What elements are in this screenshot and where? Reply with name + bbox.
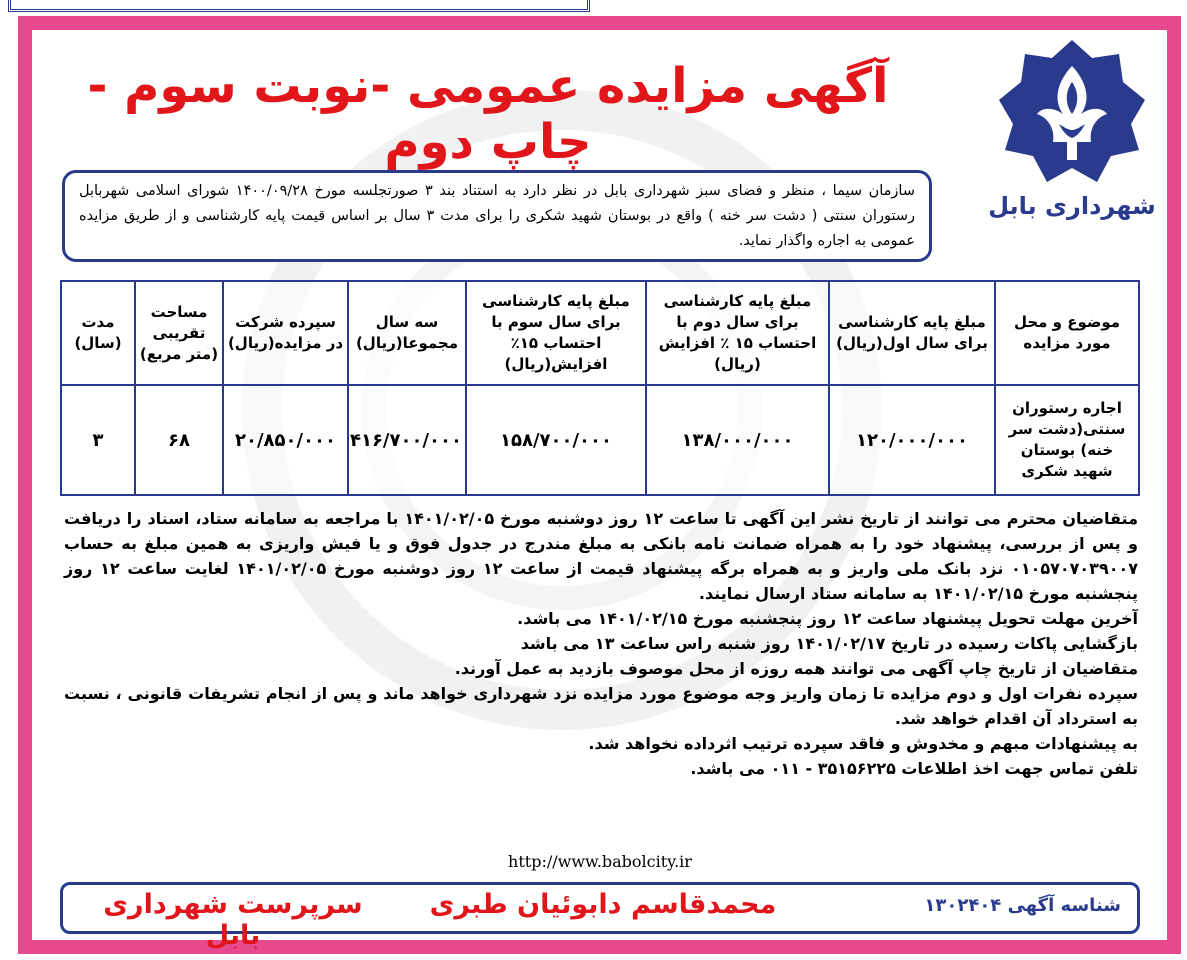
cell-year1-price: ۱۲۰/۰۰۰/۰۰۰ (829, 385, 995, 495)
signer-title: سرپرست شهرداری بابل (103, 889, 363, 951)
terms-paragraph: متقاضیان محترم می توانند از تاریخ نشر این آگهی تا ساعت ۱۲ روز دوشنبه مورخ ۱۴۰۱/۰۲/۰۵ با مراجعه به سامانه ستاد، اسناد را دریافت و پس از بررسی، پیشنهاد خود را به همراه ضمانت نامه بانکی به مبلغ مندرج در جدول فوق و یا فیش واریزی به همین مبلغ به حساب ۰۱۰۵۷۰۷۰۳۹۰۰۷ نزد بانک ملی واریز و به همراه برگه پیشنهاد قیمت از ساعت ۱۲ روز دوشنبه مورخ ۱۴۰۱/۰۲/۰۵ لغایت ساعت ۱۲ روز پنجشنبه مورخ ۱۴۰۱/۰۲/۱۵ به سامانه ستاد ارسال نمایند. (64, 509, 1138, 603)
cell-deposit: ۲۰/۸۵۰/۰۰۰ (223, 385, 348, 495)
babol-emblem-icon (997, 38, 1147, 188)
intro-box: سازمان سیما ، منظر و فضای سبز شهرداری بابل در نظر دارد به استناد بند ۳ صورتجلسه مورخ ۱۴۰۰/۰۹/۲۸ شورای اسلامی شهربابل رستوران سنتی ( دشت سر خنه ) واقع در بوستان شهید شکری را برای مدت ۳ سال بر اساس قیمت پایه کارشناسی و از طریق مزایده عمومی به اجاره واگذار نماید. (62, 170, 932, 262)
terms-paragraph: متقاضیان از تاریخ چاپ آگهی می توانند همه روزه از محل موصوف بازدید به عمل آورند. (454, 659, 1138, 678)
cell-year2-price: ۱۳۸/۰۰۰/۰۰۰ (646, 385, 829, 495)
header-duration: مدت (سال) (61, 281, 135, 385)
header-area: مساحت تقریبی (متر مربع) (135, 281, 223, 385)
header-year3-price: مبلغ پایه کارشناسی برای سال سوم با احتساب ۱۵٪ افزایش(ریال) (466, 281, 646, 385)
footer-bar (60, 882, 1140, 951)
page-title: آگهی مزایده عمومی -نوبت سوم - چاپ دوم (87, 58, 889, 170)
cell-area: ۶۸ (135, 385, 223, 495)
ad-id: شناسه آگهی ۱۳۰۲۴۰۴ (924, 895, 1121, 916)
cell-subject: اجاره رستوران سنتی(دشت سر خنه) بوستان شهید شکری (995, 385, 1139, 495)
terms-text (64, 506, 1138, 781)
organization-name: شهرداری بابل (988, 192, 1156, 220)
cell-year3-price: ۱۵۸/۷۰۰/۰۰۰ (466, 385, 646, 495)
terms-paragraph: آخرین مهلت تحویل پیشنهاد ساعت ۱۲ روز پنجشنبه مورخ ۱۴۰۱/۰۲/۱۵ می باشد. (517, 609, 1138, 628)
auction-table (60, 280, 1140, 496)
header-subject: موضوع و محل مورد مزایده (995, 281, 1139, 385)
header-three-year-total: سه سال مجموعا(ریال) (348, 281, 466, 385)
header-year2-price: مبلغ پایه کارشناسی برای سال دوم با احتساب ۱۵ ٪ افزایش (ریال) (646, 281, 829, 385)
header-year1-price: مبلغ پایه کارشناسی برای سال اول(ریال) (829, 281, 995, 385)
municipality-logo (987, 38, 1157, 220)
website-url: http://www.babolcity.ir (508, 852, 692, 871)
cell-three-year-total: ۴۱۶/۷۰۰/۰۰۰ (348, 385, 466, 495)
top-border-box (8, 0, 590, 12)
terms-paragraph: به پیشنهادات مبهم و مخدوش و فاقد سپرده ترتیب اثرداده نخواهد شد. (588, 734, 1138, 753)
signer-name: محمدقاسم دابوئیان طبری (429, 889, 777, 920)
table-header-row (61, 281, 1139, 385)
terms-paragraph: بازگشایی پاکات رسیده در تاریخ ۱۴۰۱/۰۲/۱۷ روز شنبه راس ساعت ۱۳ می باشد (520, 634, 1138, 653)
terms-paragraph: سپرده نفرات اول و دوم مزایده تا زمان واریز وجه موضوع مورد مزایده نزد شهرداری خواهد ماند و پس از انجام تشریفات قانونی ، نسبت به استرداد آن اقدام خواهد شد. (64, 684, 1138, 728)
header-deposit: سپرده شرکت در مزایده(ریال) (223, 281, 348, 385)
terms-paragraph: تلفن تماس جهت اخذ اطلاعات ۳۵۱۵۶۲۲۵ - ۰۱۱ می باشد. (690, 759, 1138, 778)
cell-duration: ۳ (61, 385, 135, 495)
table-row (61, 385, 1139, 495)
